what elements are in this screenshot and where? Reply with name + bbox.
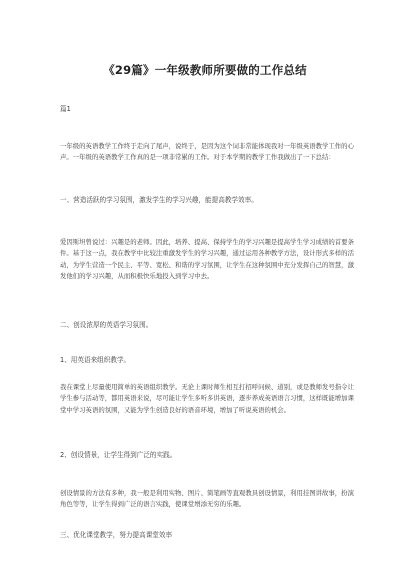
section-heading-2: 二、创设浓厚的英语学习氛围。: [60, 321, 153, 329]
paragraph-1: 爱因斯坦曾说过：兴趣是的老师。因此，培养、提高、保持学生的学习兴趣是提高学生学习成绩的首要条件。基于这一点，我在教学中比较注重激发学生的学习兴趣，通过运用各种教学方法，设计形式多样的活动，为学生营造一个民主、平等、宽松、和谐的学习氛围，让学生在这种氛围中充分发挥自己的智慧，激发他们的学习兴趣，从而积极快乐地投入到学习中去。: [60, 238, 354, 281]
document-title: 《29篇》一年级教师所要做的工作总结: [103, 63, 307, 77]
intro-paragraph: 一年级的英语教学工作终于走向了尾声，说终于，是因为这个词非常能体现我对一年级英语教学工作的心声。一年级的英语教学工作真的是一项非常累的工作。对于本学期的教学工作我做出了一下总结：: [60, 142, 354, 162]
article-label: 篇1: [60, 105, 71, 113]
paragraph-2: 我在课堂上尽量使用简单的英语组织教学。无论上课时师生相互打招呼问候、道别，或是教师发号指令让学生参与活动等，都用英语来说，尽可能让学生多听多讲英语，逐步养成英语语言习惯，这样既能增加课堂中学习英语的氛围，又能为学生创造良好的语音环境，增加了听说英语的机会。: [60, 383, 354, 414]
paragraph-3: 创设情景的方法有多种，我一般是利用实物、图片、简笔画等直观教具创设情景，利用挂图讲故事，扮演角色等等，让学生得到广泛的语言实践，使课堂增添无穷的乐趣。: [60, 489, 354, 509]
section-heading-1: 一、营造活跃的学习氛围，激发学生的学习兴趣，能提高教学效率。: [60, 196, 258, 204]
section-heading-3: 三、优化课堂教学，努力提高课堂效率: [60, 531, 173, 539]
subheading-2: 2、创设情景，让学生得到广泛的实践。: [60, 451, 177, 459]
subheading-1: 1、用英语来组织教学。: [60, 356, 131, 364]
